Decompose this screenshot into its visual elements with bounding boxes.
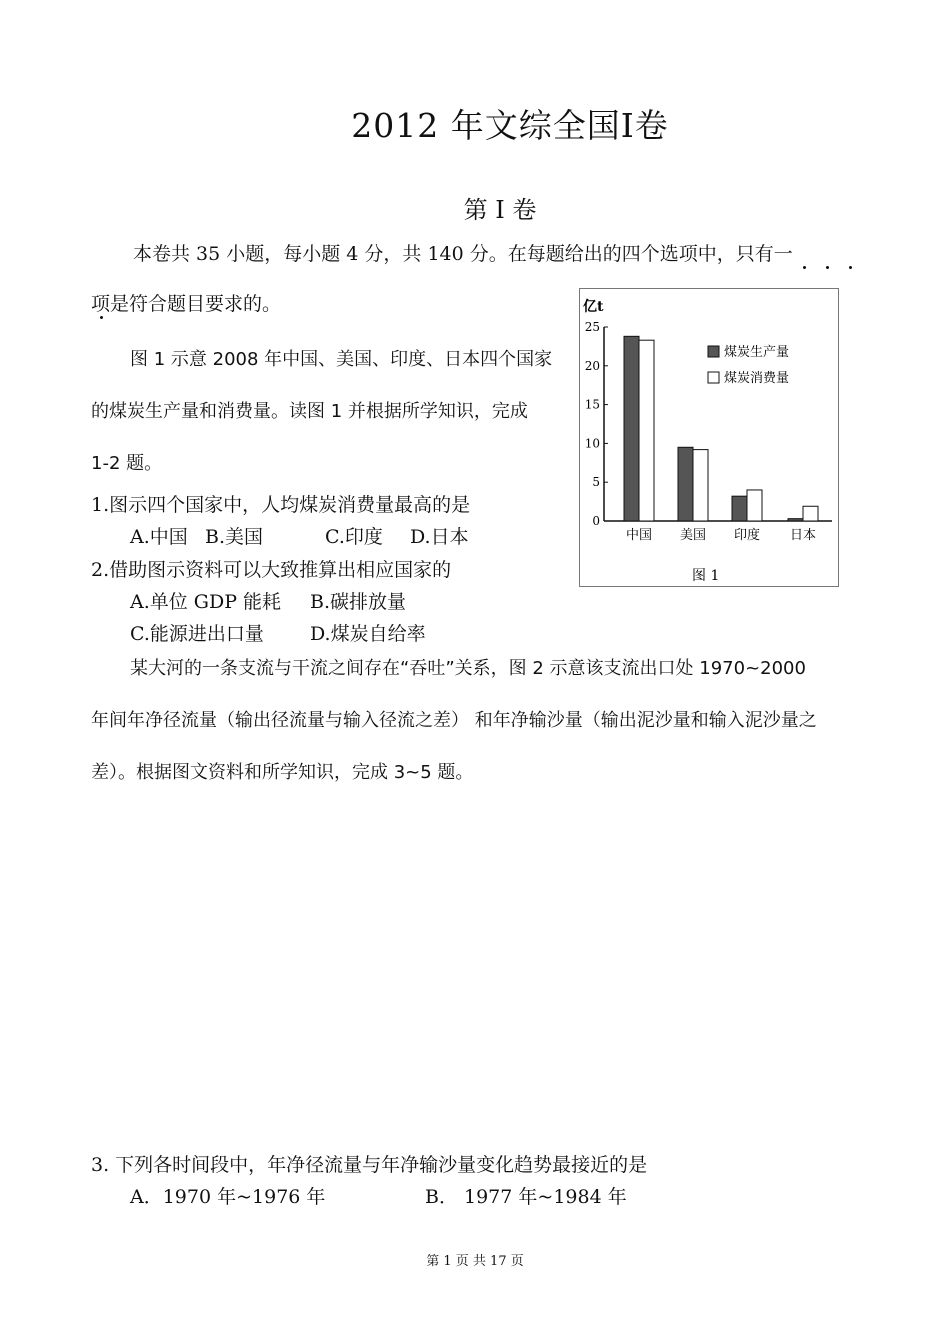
y-tick-label: 20 bbox=[584, 358, 600, 373]
emphasis-dot bbox=[849, 266, 852, 269]
figure-caption: 图 1 bbox=[692, 568, 720, 584]
q3-option-a: A．1970 年~1976 年 bbox=[130, 1186, 326, 1208]
q1-option-c: C.印度 bbox=[325, 526, 383, 548]
figure-intro-line-2: 的煤炭生产量和消费量。读图 1 并根据所学知识，完成 bbox=[91, 401, 528, 422]
emphasis-dot bbox=[826, 266, 829, 269]
bar-consumption bbox=[747, 490, 762, 521]
q1-option-a: A.中国 bbox=[130, 526, 188, 548]
x-category-label: 日本 bbox=[789, 528, 817, 543]
x-category-label: 印度 bbox=[733, 528, 761, 543]
q2-option-a: A.单位 GDP 能耗 bbox=[130, 591, 282, 613]
q2-option-d: D.煤炭自给率 bbox=[310, 623, 426, 645]
q2-option-b: B.碳排放量 bbox=[310, 591, 407, 613]
question-1: 1.图示四个国家中，人均煤炭消费量最高的是 bbox=[91, 494, 471, 516]
bar-consumption bbox=[693, 450, 708, 521]
figure-intro-line-3: 1-2 题。 bbox=[91, 453, 163, 474]
bar-production bbox=[678, 447, 693, 521]
legend-label-consumption: 煤炭消费量 bbox=[724, 371, 790, 386]
figure-intro-line-1: 图 1 示意 2008 年中国、美国、印度、日本四个国家 bbox=[130, 349, 553, 370]
legend-swatch-production bbox=[708, 346, 719, 357]
intro-line-2: 项是符合题目要求的。 bbox=[91, 293, 282, 315]
para2-line-1: 某大河的一条支流与干流之间存在“吞吐”关系，图 2 示意该支流出口处 1970~2000 bbox=[130, 658, 806, 679]
section-heading: 第 I 卷 bbox=[463, 196, 537, 224]
bar-production bbox=[732, 496, 747, 521]
x-category-label: 美国 bbox=[679, 528, 707, 543]
figure-1 bbox=[579, 288, 839, 587]
document-title: 2012 年文综全国Ⅰ卷 bbox=[351, 106, 669, 145]
page-footer: 第 1 页 共 17 页 bbox=[426, 1254, 524, 1269]
q2-option-c: C.能源进出口量 bbox=[130, 623, 264, 645]
emphasis-dot bbox=[100, 316, 103, 319]
y-tick-label: 15 bbox=[584, 397, 600, 412]
y-tick-label: 10 bbox=[584, 436, 600, 451]
para2-line-2: 年间年净径流量（输出径流量与输入径流之差） 和年净输沙量（输出泥沙量和输入泥沙量之 bbox=[91, 710, 817, 731]
intro-line-1: 本卷共 35 小题，每小题 4 分，共 140 分。在每题给出的四个选项中，只有一 bbox=[133, 243, 793, 265]
question-2: 2.借助图示资料可以大致推算出相应国家的 bbox=[91, 559, 452, 581]
bar-consumption bbox=[803, 506, 818, 521]
y-tick-label: 5 bbox=[592, 475, 600, 490]
x-category-label: 中国 bbox=[625, 528, 653, 543]
coal-bar-chart bbox=[580, 289, 838, 586]
para2-line-3: 差）。根据图文资料和所学知识，完成 3~5 题。 bbox=[91, 762, 474, 783]
y-tick-label: 0 bbox=[592, 514, 600, 528]
question-3: 3. 下列各时间段中，年净径流量与年净输沙量变化趋势最接近的是 bbox=[91, 1154, 648, 1176]
bar-production bbox=[624, 336, 639, 521]
q1-option-b: B.美国 bbox=[205, 526, 264, 548]
bar-consumption bbox=[639, 340, 654, 521]
q1-option-d: D.日本 bbox=[410, 526, 469, 548]
emphasis-dot bbox=[803, 266, 806, 269]
legend-label-production: 煤炭生产量 bbox=[724, 345, 790, 360]
q3-option-b: B． 1977 年~1984 年 bbox=[425, 1186, 627, 1208]
legend-swatch-consumption bbox=[708, 372, 719, 383]
bar-production bbox=[788, 519, 803, 521]
y-tick-label: 25 bbox=[584, 320, 600, 334]
y-unit-label: 亿t bbox=[583, 299, 604, 315]
